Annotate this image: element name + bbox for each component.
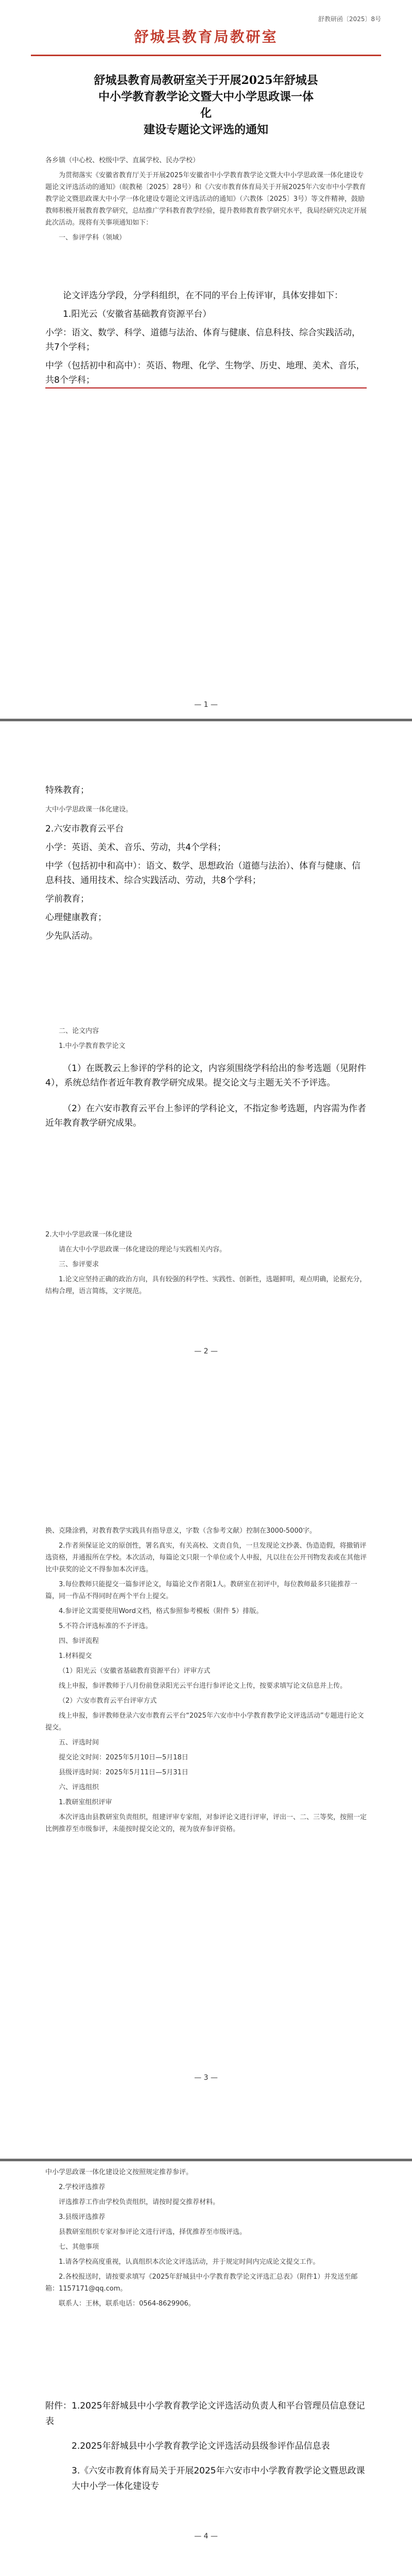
paragraph: 2.作者须保证论文的原创性，署名真实，有关高校、文责自负，一旦发现论文抄袭、伪造造假，将撤销评选资格，并通报所在学校。本次活动，每篇论文只限一个单位或个人申报，凡以往在公开刊物发表或在其他评比中获奖的论文不得参加本次评选。 xyxy=(45,1542,367,1573)
document-page-3 xyxy=(0,1440,412,2159)
section-heading: 四、参评流程 xyxy=(59,1637,99,1645)
paragraph: 3.每位教师只能提交一篇参评论文，每篇论文作者限1人。教研室在初评中，每位教师最多只能推荐一篇，同一作品不得同时在两个平台上提交。 xyxy=(45,1581,357,1600)
page-number: — 4 — xyxy=(194,2532,218,2540)
paragraph: 论文评选分学段，分学科组织，在不同的平台上传评审，具体安排如下： xyxy=(63,291,343,301)
list-item: 中学（包括初中和高中）：语文、数学、思想政治（道德与法治）、体育与健康、信息科技、通用技术、综合实践活动、劳动，共8个学科； xyxy=(45,861,360,886)
list-item: 学前教育； xyxy=(45,894,89,904)
page-number: — 1 — xyxy=(194,701,218,709)
body-text xyxy=(45,155,367,247)
paragraph: 中小学思政课一体化建设论文按照规定推荐参评。 xyxy=(45,2168,193,2176)
body-text-large xyxy=(45,289,367,393)
list-item: 小学：语文、数学、科学、道德与法治、体育与健康、信息科技、综合实践活动，共7个学科； xyxy=(45,328,360,352)
list-item: 2.六安市教育云平台 xyxy=(45,824,124,834)
page-number: — 3 — xyxy=(194,2074,218,2082)
title-line: 化 xyxy=(200,107,212,120)
paragraph: 5.不符合评选标准的不予评选。 xyxy=(59,1622,152,1630)
list-item: 小学：英语、美术、音乐、劳动，共4个学科； xyxy=(45,842,226,853)
paragraph: 请在大中小学思政课一体化建设的理论与实践相关内容。 xyxy=(59,1246,227,1253)
paragraph: 线上申报，参评教师于八月份前登录阳光云平台进行参评论文上传，按要求填写论文信息并上传。 xyxy=(59,1682,347,1690)
document-page-1 xyxy=(0,0,412,719)
paragraph: 1.请各学校高度重视，认真组织本次论文评选活动，并于规定时间内完成论文提交工作。 xyxy=(59,2258,320,2266)
sub-heading: 1.中小学教育教学论文 xyxy=(59,1042,126,1050)
sub-heading: 1.材料提交 xyxy=(59,1652,92,1660)
paragraph: 县教研室组织专家对参评论文进行评选，择优推荐至市级评选。 xyxy=(59,2228,247,2236)
sub-heading: 2.学校评选推荐 xyxy=(59,2183,106,2191)
document-page-4 xyxy=(0,2161,412,2576)
title-line: 舒城县教育局教研室关于开展2025年舒城县 xyxy=(94,74,318,87)
attachment-continued xyxy=(31,2573,381,2576)
attachments-list xyxy=(45,2398,367,2503)
paragraph: （2）在六安市教育云平台上参评的学科论文，不指定参考选题，内容需为作者近年教育教学研究成果。 xyxy=(45,1104,366,1128)
section-heading: 六、评选组织 xyxy=(59,1784,99,1791)
sub-heading: （1）阳光云（安徽省基础教育资源平台）评审方式 xyxy=(59,1667,211,1675)
list-item: 心理健康教育； xyxy=(45,912,107,923)
list-item: 大中小学思政课一体化建设。 xyxy=(45,806,133,814)
sub-heading: 1.教研室组织评审 xyxy=(59,1799,112,1806)
attachments-label: 附件： xyxy=(45,2401,72,2411)
section-heading: 二、论文内容 xyxy=(59,1027,99,1035)
body-text xyxy=(45,804,367,819)
letterhead-title: 舒城县教育局教研室 xyxy=(134,28,278,45)
date-range: 县级评选时间：2025年5月11日—5月31日 xyxy=(59,1769,188,1776)
sub-heading: 2.大中小学思政课一体化建设 xyxy=(45,1231,132,1239)
section-heading: 七、其他事项 xyxy=(59,2243,99,2251)
paragraph: 2.各校报送时，请按要求填写《2025年舒城县中小学教育教学论文评选汇总表》（附件1）并发送至邮箱：1157171@qq.com。 xyxy=(45,2273,358,2293)
paragraph: 本次评选由县教研室负责组织，组建评审专家组，对参评论文进行评审，评出一、二、三等奖，按照一定比例推荐至市级参评，未能按时提交论文的，视为放弃参评资格。 xyxy=(45,1814,367,1833)
body-text xyxy=(45,1025,367,1055)
section-heading: 三、参评要求 xyxy=(59,1261,99,1268)
list-item: 少先队活动。 xyxy=(45,931,98,941)
body-text-large xyxy=(45,783,367,802)
body-text-large xyxy=(45,1061,367,1134)
document-page-2 xyxy=(0,721,412,1440)
list-item: 1.阳光云（安徽省基础教育资源平台） xyxy=(63,309,212,319)
paragraph: 换、克隆涂鸦，对教育教学实践具有指导意义，字数（含参考文献）控制在3000-5000字。 xyxy=(45,1527,316,1535)
letterhead xyxy=(31,14,381,50)
section-heading: 一、参评学科（领域） xyxy=(59,234,126,242)
title-line: 建设专题论文评选的通知 xyxy=(143,123,268,137)
paragraph: 评选推荐工作由学校负责组织，请按时提交推荐材料。 xyxy=(59,2198,220,2206)
date-range: 提交论文时间：2025年5月10日—5月18日 xyxy=(59,1754,188,1761)
contact-info: 联系人：王林，联系电话：0564-8629906。 xyxy=(59,2300,195,2308)
paragraph: 线上申报，参评教师登录六安市教育云平台“2025年六安市中小学教育教学论文评选活动”专题进行论文提交。 xyxy=(45,1712,364,1732)
attachment-item: 2.2025年舒城县中小学教育教学论文评选活动县级参评作品信息表 xyxy=(72,2441,330,2451)
section-heading: 五、评选时间 xyxy=(59,1739,99,1747)
paragraph: 1.论文应坚持正确的政治方向，具有较强的科学性、实践性、创新性，选题鲜明，观点明确，论据充分，结构合理，语言简练，文字规范。 xyxy=(45,1276,367,1295)
body-text xyxy=(45,1229,367,1300)
paragraph: 4.参评论文需要使用Word文档，格式参照参考模板（附件 5）排版。 xyxy=(59,1607,263,1615)
body-text xyxy=(45,1525,367,1838)
intro-paragraph: 为贯彻落实《安徽省教育厅关于开展2025年安徽省中小学教育教学论文暨大中小学思政课一体化建设专题论文评选活动的通知》（皖教秘〔2025〕28号）和《六安市教育体育局关于开展2025年六安市中小学教育教学论文暨思政课大中小学一体化建设专题论文评选活动的通知》（六教体〔2025〕3号）等文件精神，鼓励教师积极开展教育教学研究，总结推广学科教育教学经验，提升教师教育教学研究水平，我局经研究决定开展此次活动。现将有关事项通知如下： xyxy=(45,172,367,227)
sub-heading: （2）六安市教育云平台评审方式 xyxy=(59,1697,157,1705)
paragraph: （1）在既教云上参评的学科的论文，内容须围绕学科给出的参考选题（见附件 4），系统总结作者近年教育教学研究成果。提交论文与主题无关不予评选。 xyxy=(45,1063,366,1088)
sub-heading: 3.县级评选推荐 xyxy=(59,2213,106,2221)
attachment-item: 附件：1.2025年舒城县中小学教育教学论文评选活动负责人和平台管理员信息登记表 xyxy=(45,2401,365,2427)
attachment-item: 3.《六安市教育体育局关于开展2025年六安市中小学教育教学论文暨思政课大中小学一体化建设专 xyxy=(72,2466,365,2492)
list-item: 特殊教育； xyxy=(45,785,89,795)
letterhead-divider xyxy=(31,55,381,56)
addressee: 各乡镇（中心校、校级中学、直属学校、民办学校） xyxy=(45,157,200,164)
page-number: — 2 — xyxy=(194,1347,218,1355)
title-line: 中小学教育教学论文暨大中小学思政课一体 xyxy=(98,90,314,104)
body-text-large xyxy=(45,822,367,947)
document-number: 舒教研函〔2025〕8号 xyxy=(318,15,381,23)
body-text xyxy=(45,2166,367,2313)
document-title xyxy=(31,72,381,138)
list-item: 中学（包括初中和高中）：英语、物理、化学、生物学、历史、地理、美术、音乐，共8个学科； xyxy=(45,359,367,388)
